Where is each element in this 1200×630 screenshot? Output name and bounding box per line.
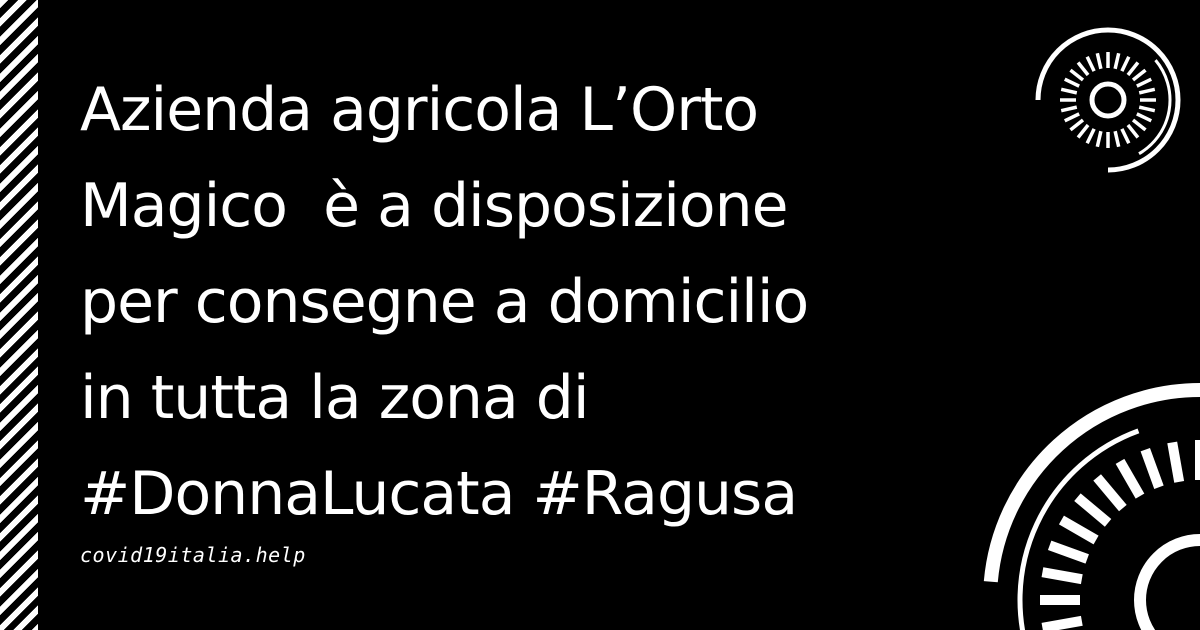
emblem-tick bbox=[1097, 131, 1101, 147]
emblem-center-ring bbox=[1140, 540, 1200, 630]
headline-line-2: Magico è a disposizione bbox=[80, 171, 788, 241]
emblem-center-ring bbox=[1092, 84, 1124, 116]
emblem-tick bbox=[1133, 120, 1146, 130]
emblem-tick bbox=[1065, 79, 1079, 86]
emblem-tick bbox=[1137, 114, 1151, 121]
emblem-tick bbox=[1061, 89, 1077, 93]
emblem-tick bbox=[1172, 442, 1179, 481]
headline bbox=[80, 62, 980, 542]
emblem-tick bbox=[1078, 125, 1088, 138]
emblem-arc bbox=[1038, 30, 1178, 170]
emblem-tick bbox=[1050, 545, 1088, 559]
emblem-tick bbox=[1042, 621, 1081, 628]
emblem-tick bbox=[1139, 89, 1155, 93]
emblem-tick bbox=[1133, 70, 1146, 80]
emblem-tick bbox=[1077, 497, 1108, 523]
headline-line-1: Azienda agricola L’Orto bbox=[80, 75, 759, 145]
emblem-tick bbox=[1061, 520, 1096, 540]
emblem-tick bbox=[1122, 129, 1129, 143]
radial-tick-ring-icon bbox=[1030, 20, 1190, 180]
emblem-tick bbox=[1065, 114, 1079, 121]
emblem-tick bbox=[1137, 79, 1151, 86]
emblem-tick bbox=[1122, 57, 1129, 71]
emblem-tick bbox=[1061, 107, 1077, 111]
radial-tick-ring-icon-large bbox=[970, 370, 1200, 630]
emblem-tick bbox=[1042, 572, 1081, 579]
emblem-tick bbox=[1115, 131, 1119, 147]
emblem-tick bbox=[1078, 62, 1088, 75]
emblem-tick bbox=[1087, 129, 1094, 143]
emblem-tick bbox=[1070, 70, 1083, 80]
site-url: covid19italia.help bbox=[80, 543, 306, 567]
diagonal-stripe-border bbox=[0, 0, 38, 630]
emblem-tick bbox=[1097, 53, 1101, 69]
emblem-tick bbox=[1128, 125, 1138, 138]
emblem-tick bbox=[1120, 461, 1140, 496]
emblem-tick bbox=[1070, 120, 1083, 130]
emblem-tick bbox=[1145, 450, 1159, 488]
emblem-tick bbox=[1115, 53, 1119, 69]
emblem-tick bbox=[1097, 477, 1123, 508]
headline-line-4: in tutta la zona di bbox=[80, 363, 589, 433]
emblem-tick bbox=[1139, 107, 1155, 111]
emblem-tick bbox=[1128, 62, 1138, 75]
headline-line-3: per consegne a domicilio bbox=[80, 267, 809, 337]
emblem-tick bbox=[1087, 57, 1094, 71]
headline-line-5: #DonnaLucata #Ragusa bbox=[80, 459, 798, 529]
